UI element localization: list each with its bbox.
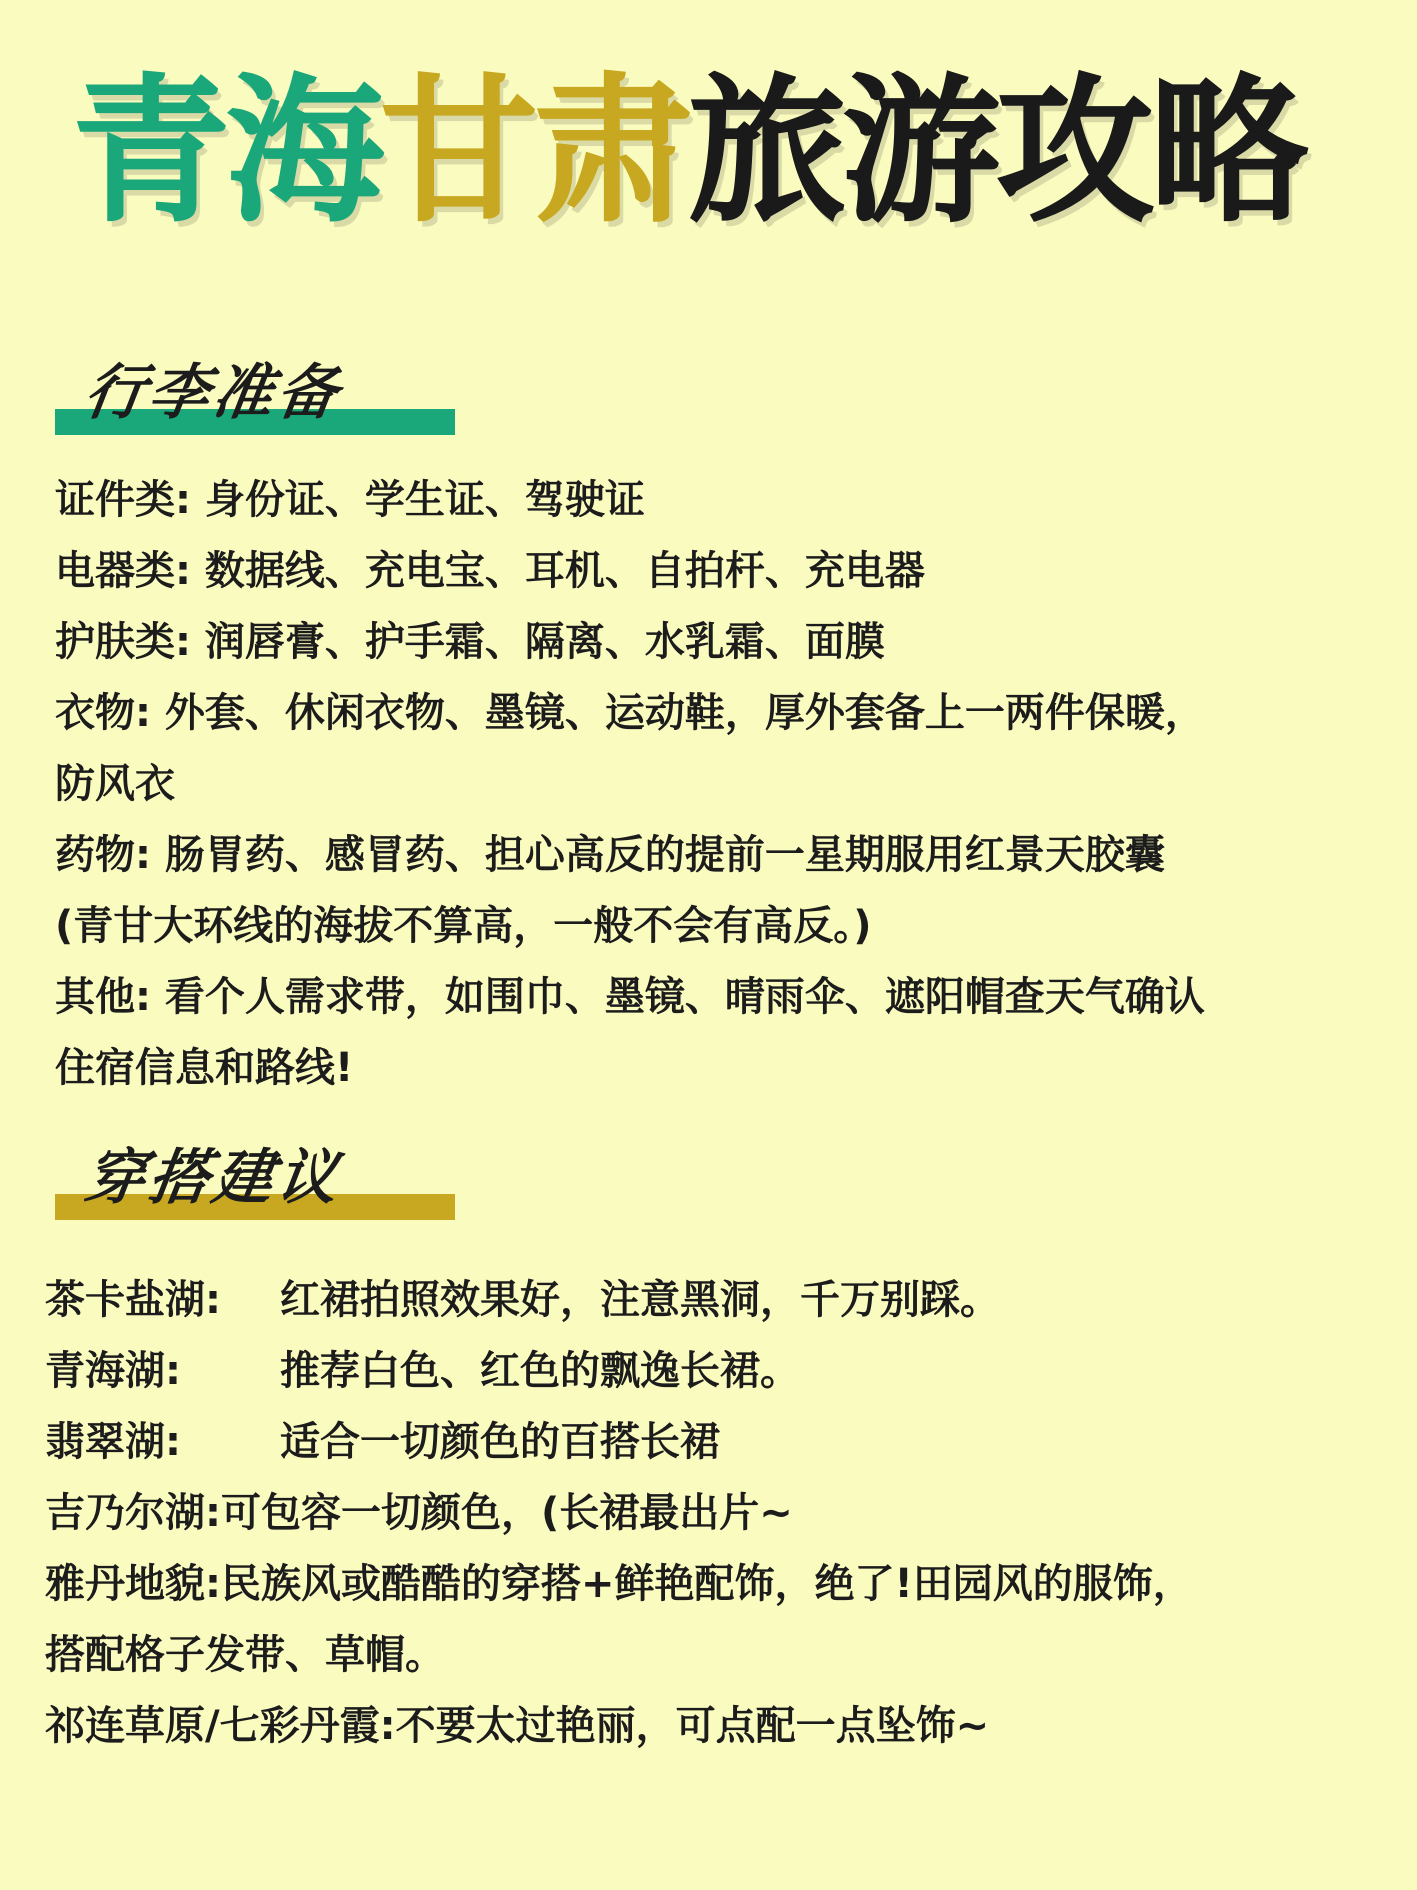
list-item	[45, 1407, 1385, 1478]
list-item: 住宿信息和路线!	[55, 1045, 354, 1091]
outfit-text: 红裙拍照效果好，注意黑洞，千万别踩。	[280, 1277, 1000, 1323]
section-heading-luggage	[55, 355, 455, 435]
heading-label: 行李准备	[80, 358, 346, 428]
outfit-text: 搭配格子发带、草帽。	[45, 1632, 445, 1678]
list-item	[45, 1478, 1385, 1549]
list-item: 防风衣	[55, 761, 175, 807]
section-heading-outfit	[55, 1140, 455, 1220]
page-title	[72, 62, 1372, 242]
title-part-travel-guide: 旅游攻略	[688, 60, 1304, 244]
location-label: 吉乃尔湖:	[45, 1490, 221, 1536]
location-label: 雅丹地貌:	[45, 1561, 221, 1607]
list-item: 衣物: 外套、休闲衣物、墨镜、运动鞋，厚外套备上一两件保暖，	[55, 690, 1205, 736]
list-item	[45, 1336, 1385, 1407]
location-label: 翡翠湖:	[45, 1419, 181, 1465]
outfit-text: 不要太过艳丽，可点配一点坠饰~	[395, 1703, 990, 1749]
list-item: 其他: 看个人需求带，如围巾、墨镜、晴雨伞、遮阳帽查天气确认	[55, 974, 1205, 1020]
outfit-text: 可包容一切颜色，(长裙最出片~	[221, 1490, 793, 1536]
list-item: 护肤类: 润唇膏、护手霜、隔离、水乳霜、面膜	[55, 619, 885, 665]
outfit-list	[45, 1265, 1385, 1762]
heading-label: 穿搭建议	[80, 1143, 346, 1213]
list-item	[45, 1265, 1385, 1336]
outfit-text: 适合一切颜色的百搭长裙	[280, 1419, 720, 1465]
list-item: 药物: 肠胃药、感冒药、担心高反的提前一星期服用红景天胶囊	[55, 832, 1165, 878]
title-part-qinghai: 青海	[72, 60, 380, 244]
luggage-list	[55, 465, 1385, 1104]
title-part-gansu: 甘肃	[380, 60, 688, 244]
list-item: 电器类: 数据线、充电宝、耳机、自拍杆、充电器	[55, 548, 925, 594]
list-item: 证件类: 身份证、学生证、驾驶证	[55, 477, 645, 523]
location-label: 祁连草原/七彩丹霞:	[45, 1703, 396, 1749]
list-item: (青甘大环线的海拔不算高，一般不会有高反。)	[55, 903, 872, 949]
outfit-text: 民族风或酷酷的穿搭+鲜艳配饰，绝了!田园风的服饰，	[221, 1561, 1193, 1607]
list-item	[45, 1549, 1385, 1620]
location-label: 青海湖:	[45, 1348, 181, 1394]
list-item	[45, 1691, 1385, 1762]
outfit-text: 推荐白色、红色的飘逸长裙。	[280, 1348, 800, 1394]
location-label: 茶卡盐湖:	[45, 1277, 221, 1323]
list-item	[45, 1620, 1385, 1691]
